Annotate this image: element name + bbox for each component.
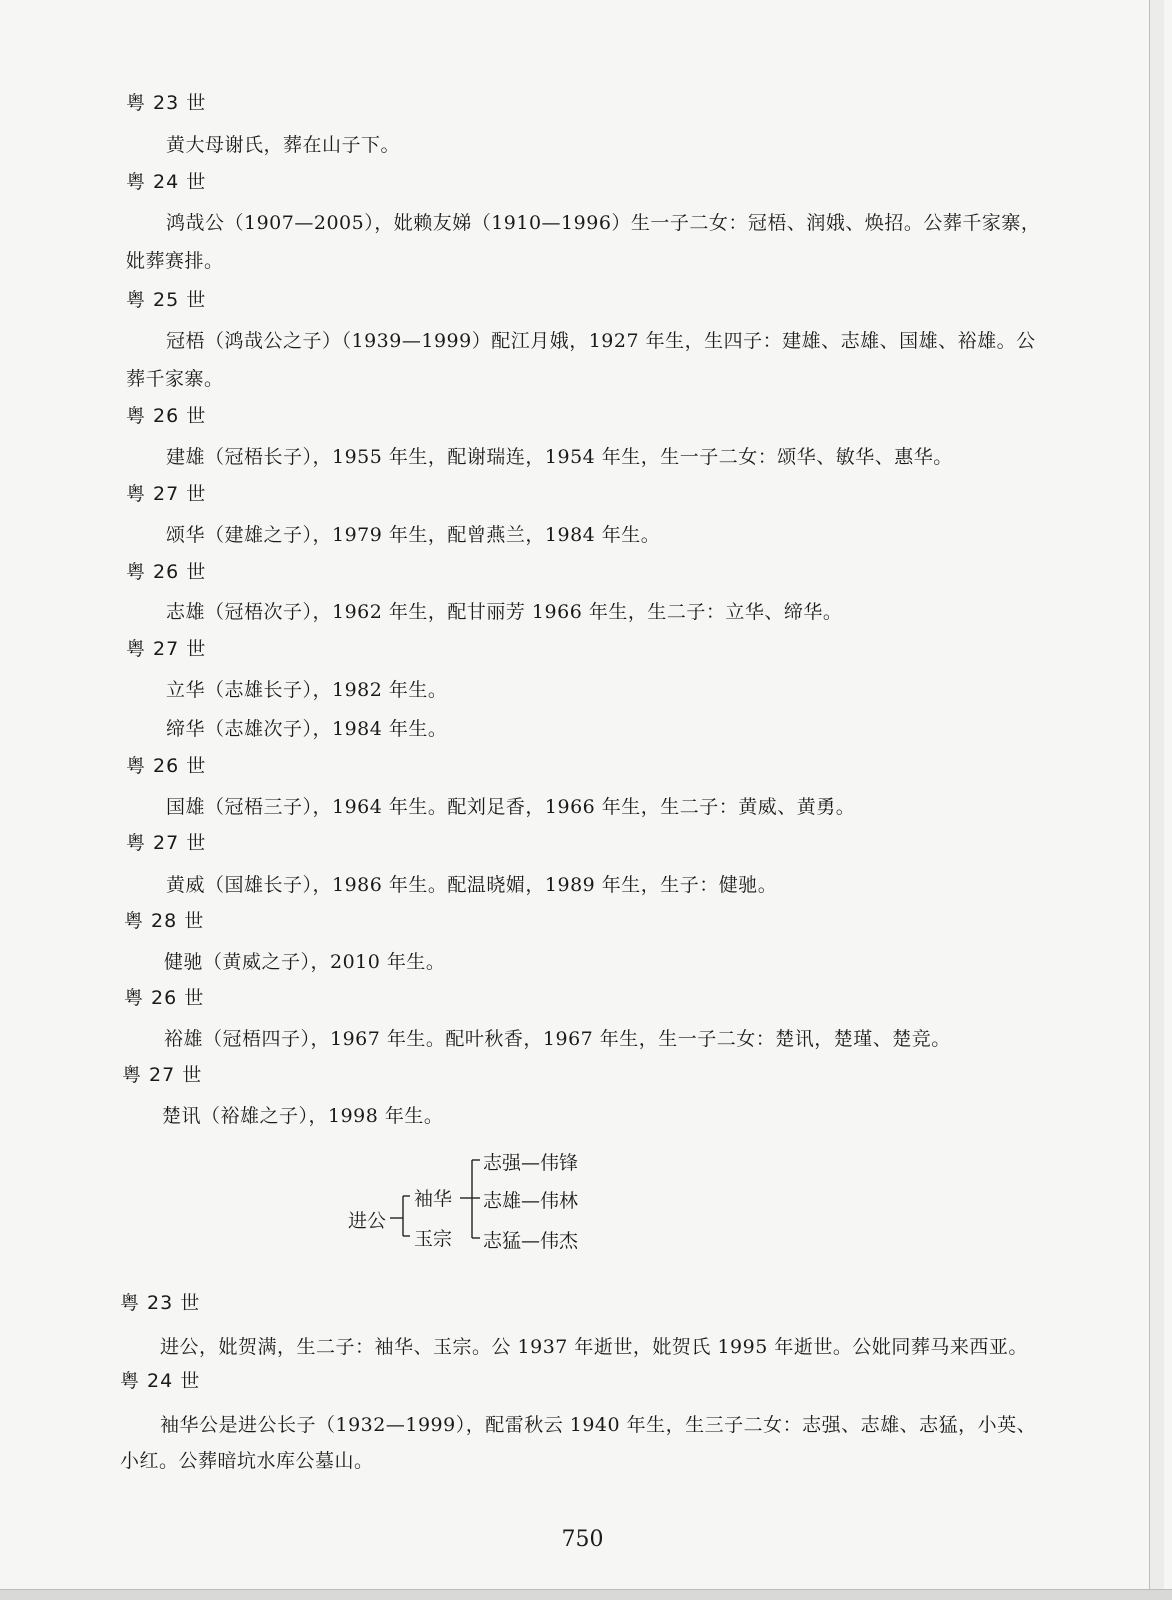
tree-grandchild: 志猛—伟杰 <box>483 1230 579 1252</box>
tree-child: 袖华 <box>414 1188 453 1210</box>
entry-line: 立华（志雄长子），1982 年生。 <box>166 679 448 701</box>
generation-heading: 粤 28 世 <box>124 910 205 932</box>
generation-heading: 粤 27 世 <box>122 1064 203 1086</box>
generation-heading: 粤 27 世 <box>126 832 207 854</box>
tree-child: 玉宗 <box>414 1228 453 1250</box>
generation-heading: 粤 26 世 <box>126 755 207 777</box>
tree-grandchild: 志强—伟锋 <box>483 1152 579 1174</box>
page-edge-right <box>1149 0 1164 1600</box>
generation-heading: 粤 26 世 <box>126 561 207 583</box>
generation-heading: 粤 26 世 <box>126 405 207 427</box>
entry-line: 进公，妣贺满，生二子：袖华、玉宗。公 1937 年逝世，妣贺氏 1995 年逝世。公妣同葬马来西亚。 <box>160 1336 1028 1358</box>
entry-line: 裕雄（冠梧四子），1967 年生。配叶秋香，1967 年生，生一子二女：楚讯，楚瑾、楚竞。 <box>164 1028 951 1050</box>
generation-heading: 粤 24 世 <box>126 171 207 193</box>
entry-line: 黄威（国雄长子），1986 年生。配温晓媚，1989 年生，生子：健驰。 <box>166 874 778 896</box>
generation-heading: 粤 26 世 <box>124 987 205 1009</box>
entry-line: 袖华公是进公长子（1932—1999），配雷秋云 1940 年生，生三子二女：志强、志雄、志猛，小英、 <box>160 1414 1037 1436</box>
entry-line: 葬千家寨。 <box>126 368 224 390</box>
generation-heading: 粤 23 世 <box>120 1292 201 1314</box>
entry-line: 颂华（建雄之子），1979 年生，配曾燕兰，1984 年生。 <box>166 524 661 546</box>
page-number: 750 <box>561 1527 604 1552</box>
entry-line: 黄大母谢氏，葬在山子下。 <box>166 134 401 156</box>
entry-line: 楚讯（裕雄之子），1998 年生。 <box>162 1105 444 1127</box>
entry-line: 建雄（冠梧长子），1955 年生，配谢瑞连，1954 年生，生一子二女：颂华、敏华、惠华。 <box>166 446 953 468</box>
entry-line: 国雄（冠梧三子），1964 年生。配刘足香，1966 年生，生二子：黄威、黄勇。 <box>166 796 856 818</box>
generation-heading: 粤 27 世 <box>126 638 207 660</box>
generation-heading: 粤 27 世 <box>126 483 207 505</box>
entry-line: 健驰（黄威之子），2010 年生。 <box>164 951 446 973</box>
entry-line: 志雄（冠梧次子），1962 年生，配甘丽芳 1966 年生，生二子：立华、缔华。 <box>166 601 843 623</box>
entry-line: 缔华（志雄次子），1984 年生。 <box>166 718 448 740</box>
tree-grandchild: 志雄—伟林 <box>483 1190 579 1212</box>
generation-heading: 粤 23 世 <box>126 92 207 114</box>
entry-line: 妣葬赛排。 <box>126 250 224 272</box>
entry-line: 鸿哉公（1907—2005），妣赖友娣（1910—1996）生一子二女：冠梧、润娥、焕招。公葬千家寨， <box>166 212 1041 234</box>
generation-heading: 粤 25 世 <box>126 289 207 311</box>
tree-root: 进公 <box>348 1210 387 1232</box>
generation-heading: 粤 24 世 <box>120 1370 201 1392</box>
page-edge-bottom <box>0 1589 1172 1600</box>
entry-line: 冠梧（鸿哉公之子）（1939—1999）配江月娥，1927 年生，生四子：建雄、志雄、国雄、裕雄。公 <box>166 330 1036 352</box>
entry-line: 小红。公葬暗坑水库公墓山。 <box>120 1450 374 1472</box>
